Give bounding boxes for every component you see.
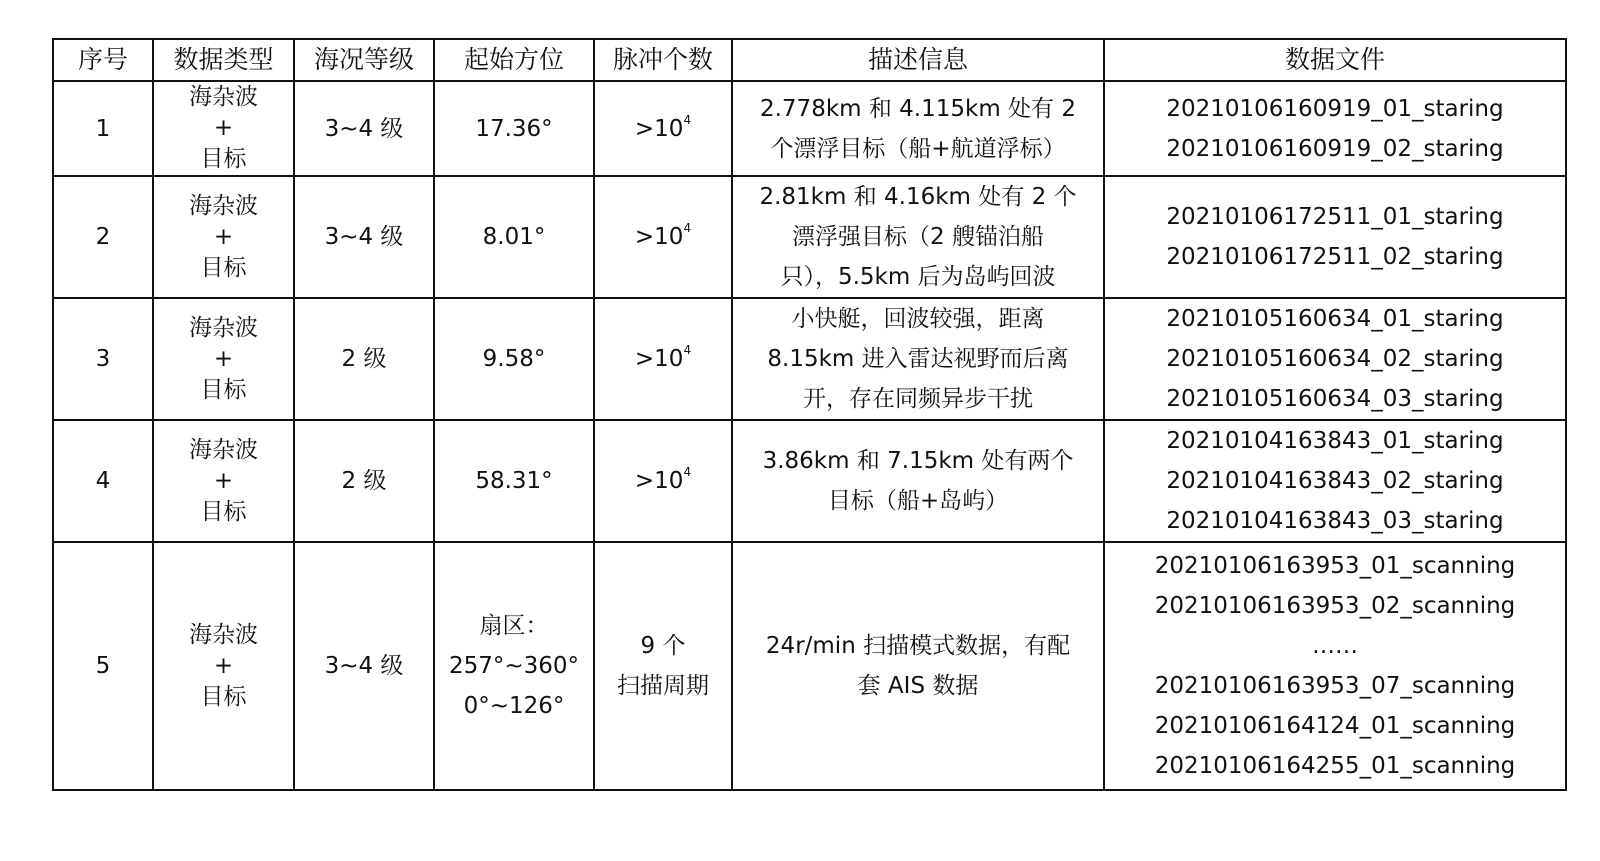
cell-data-type <box>153 542 294 790</box>
data-file-line: 20210106164255_01_scanning <box>1154 753 1516 779</box>
azimuth-line: 8.01° <box>482 224 546 250</box>
pulse-count-exponent: 4 <box>683 221 692 235</box>
data-file-line: 20210105160634_03_staring <box>1166 386 1504 412</box>
cell-sea-state: 3~4 级 <box>294 176 434 298</box>
header-pulse-count: 脉冲个数 <box>594 39 732 81</box>
cell-no: 2 <box>53 176 153 298</box>
cell-pulse-count <box>594 176 732 298</box>
pulse-count-exponent: 4 <box>683 343 692 357</box>
cell-data-files <box>1104 81 1566 176</box>
cell-start-azimuth <box>434 542 594 790</box>
header-row <box>53 39 1566 81</box>
data-file-line: …… <box>1312 633 1358 659</box>
cell-description <box>732 298 1104 420</box>
cell-description <box>732 420 1104 542</box>
data-file-line: 20210106160919_02_staring <box>1166 135 1504 162</box>
pulse-count-exponent: 4 <box>683 465 692 479</box>
azimuth-line: 257°~360° <box>448 653 580 679</box>
cell-data-type <box>153 176 294 298</box>
data-file-line: 20210105160634_02_staring <box>1166 346 1504 372</box>
data-file-line: 20210106160919_01_staring <box>1166 95 1504 122</box>
pulse-count-base: >10 <box>634 468 684 494</box>
cell-start-azimuth <box>434 298 594 420</box>
cell-pulse-count <box>594 81 732 176</box>
cell-start-azimuth <box>434 81 594 176</box>
description-line: 小快艇，回波较强，距离 <box>791 306 1045 332</box>
cell-description <box>732 81 1104 176</box>
description-line: 2.81km 和 4.16km 处有 2 个 <box>759 184 1077 210</box>
azimuth-line: 扇区： <box>479 613 549 639</box>
data-file-line: 20210104163843_01_staring <box>1166 428 1504 454</box>
cell-no: 5 <box>53 542 153 790</box>
cell-description <box>732 542 1104 790</box>
pulse-count-base: >10 <box>634 115 684 142</box>
cell-sea-state: 3~4 级 <box>294 542 434 790</box>
azimuth-line: 0°~126° <box>463 693 565 719</box>
description-line: 只），5.5km 后为岛屿回波 <box>780 264 1056 290</box>
pulse-count-line: 9 个 <box>640 633 686 659</box>
description-line: 目标（船+岛屿） <box>827 488 1009 514</box>
data-file-line: 20210106163953_01_scanning <box>1154 553 1516 579</box>
data-type-line: 目标 <box>200 254 247 281</box>
description-line: 2.778km 和 4.115km 处有 2 <box>759 95 1076 122</box>
data-type-line: + <box>213 345 234 372</box>
cell-pulse-count <box>594 542 732 790</box>
data-type-line: + <box>213 223 234 250</box>
table-row <box>53 298 1566 420</box>
data-type-line: 海杂波 <box>189 192 258 219</box>
azimuth-line: 17.36° <box>475 115 553 142</box>
cell-data-type <box>153 298 294 420</box>
pulse-count-exponent: 4 <box>683 112 692 127</box>
data-type-line: 海杂波 <box>189 84 258 110</box>
header-description: 描述信息 <box>732 39 1104 81</box>
data-type-line: 目标 <box>200 498 247 525</box>
azimuth-line: 9.58° <box>482 346 546 372</box>
data-type-line: 目标 <box>200 376 247 403</box>
header-start-azimuth: 起始方位 <box>434 39 594 81</box>
cell-sea-state: 2 级 <box>294 420 434 542</box>
table-row <box>53 81 1566 176</box>
cell-start-azimuth <box>434 176 594 298</box>
table-row <box>53 176 1566 298</box>
description-line: 套 AIS 数据 <box>857 673 979 699</box>
cell-pulse-count <box>594 298 732 420</box>
cell-data-type <box>153 81 294 176</box>
data-file-line: 20210104163843_03_staring <box>1166 508 1504 534</box>
data-file-line: 20210106163953_02_scanning <box>1154 593 1516 619</box>
data-file-line: 20210104163843_02_staring <box>1166 468 1504 494</box>
data-file-line: 20210105160634_01_staring <box>1166 306 1504 332</box>
data-type-line: + <box>213 467 234 494</box>
description-line: 8.15km 进入雷达视野而后离 <box>767 346 1069 372</box>
data-table <box>52 38 1567 791</box>
data-type-line: + <box>213 652 234 679</box>
pulse-count-base: >10 <box>634 224 684 250</box>
data-file-line: 20210106172511_01_staring <box>1166 204 1504 230</box>
cell-data-files <box>1104 176 1566 298</box>
cell-data-files <box>1104 298 1566 420</box>
data-file-line: 20210106163953_07_scanning <box>1154 673 1516 699</box>
cell-data-files <box>1104 542 1566 790</box>
header-data-file: 数据文件 <box>1104 39 1566 81</box>
description-line: 漂浮强目标（2 艘锚泊船 <box>792 224 1044 250</box>
cell-description <box>732 176 1104 298</box>
data-type-line: + <box>213 115 234 141</box>
data-type-line: 目标 <box>200 146 247 172</box>
table-body <box>53 81 1566 790</box>
data-type-line: 海杂波 <box>189 314 258 341</box>
data-type-line: 海杂波 <box>189 621 258 648</box>
cell-no: 3 <box>53 298 153 420</box>
cell-no: 1 <box>53 81 153 176</box>
cell-start-azimuth <box>434 420 594 542</box>
header-no: 序号 <box>53 39 153 81</box>
cell-sea-state: 2 级 <box>294 298 434 420</box>
description-line: 24r/min 扫描模式数据，有配 <box>765 633 1071 659</box>
data-file-line: 20210106164124_01_scanning <box>1154 713 1516 739</box>
table-row <box>53 542 1566 790</box>
cell-no: 4 <box>53 420 153 542</box>
cell-data-type <box>153 420 294 542</box>
description-line: 3.86km 和 7.15km 处有两个 <box>762 448 1074 474</box>
header-data-type: 数据类型 <box>153 39 294 81</box>
description-line: 开，存在同频异步干扰 <box>803 386 1033 412</box>
description-line: 个漂浮目标（船+航道浮标） <box>770 135 1066 162</box>
pulse-count-base: >10 <box>634 346 684 372</box>
data-type-line: 目标 <box>200 683 247 710</box>
header-sea-state: 海况等级 <box>294 39 434 81</box>
data-type-line: 海杂波 <box>189 436 258 463</box>
data-file-line: 20210106172511_02_staring <box>1166 244 1504 270</box>
azimuth-line: 58.31° <box>475 468 553 494</box>
cell-pulse-count <box>594 420 732 542</box>
cell-data-files <box>1104 420 1566 542</box>
cell-sea-state: 3~4 级 <box>294 81 434 176</box>
pulse-count-line: 扫描周期 <box>617 673 709 699</box>
table-row <box>53 420 1566 542</box>
